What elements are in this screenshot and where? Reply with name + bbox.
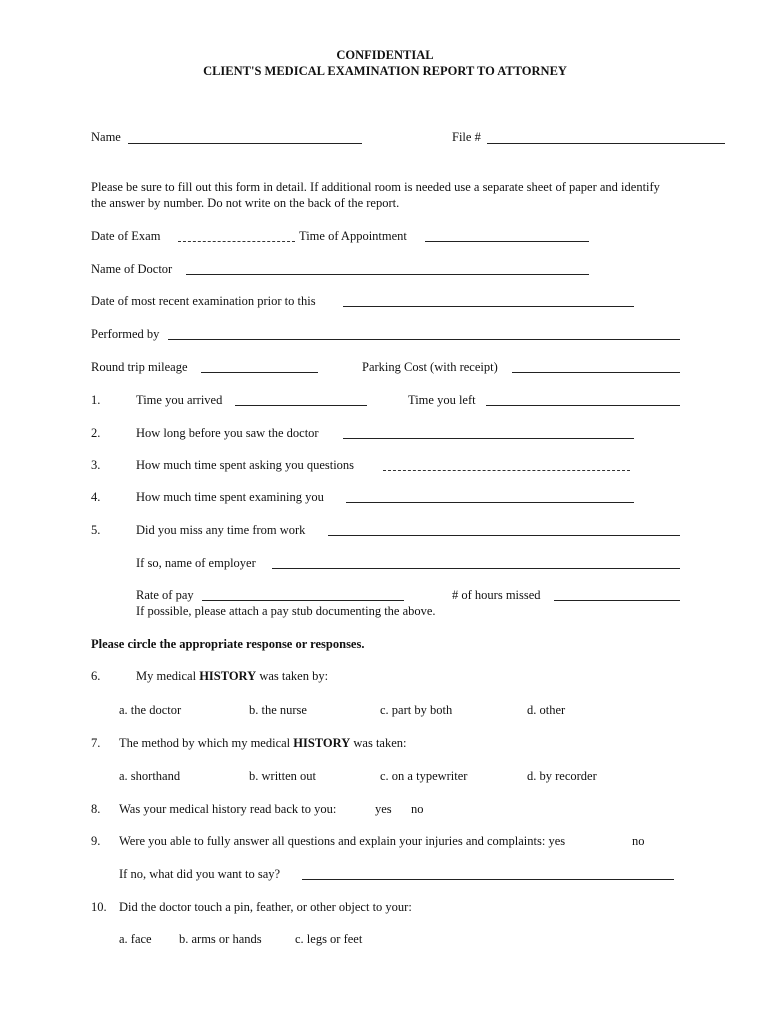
performed-by-label: Performed by (91, 327, 160, 341)
question-4-label: How much time spent examining you (136, 490, 324, 504)
q10-option-face[interactable]: a. face (119, 932, 152, 946)
question-9-number: 9. (91, 834, 101, 848)
instructions-line-1: Please be sure to fill out this form in detail. If additional room is needed use a separate sheet of paper and identify (91, 180, 660, 194)
question-10-label: Did the doctor touch a pin, feather, or other object to your: (119, 900, 412, 914)
question-10-number: 10. (91, 900, 107, 914)
date-of-exam-label: Date of Exam (91, 229, 161, 243)
q9-option-no[interactable]: no (632, 834, 645, 848)
hours-missed-label: # of hours missed (452, 588, 541, 602)
recent-exam-field[interactable] (343, 306, 634, 307)
file-label: File # (452, 130, 481, 144)
parking-cost-field[interactable] (512, 372, 680, 373)
doctor-name-field[interactable] (186, 274, 589, 275)
time-arrived-field[interactable] (235, 405, 367, 406)
question-7-text-post: was taken: (350, 736, 407, 750)
question-6-text-post: was taken by: (256, 669, 329, 683)
time-of-appointment-field[interactable] (425, 241, 589, 242)
parking-cost-label: Parking Cost (with receipt) (362, 360, 498, 374)
time-arrived-label: Time you arrived (136, 393, 223, 407)
question-4-field[interactable] (346, 502, 634, 503)
time-left-field[interactable] (486, 405, 680, 406)
question-6-text-pre: My medical (136, 669, 200, 683)
question-5-field[interactable] (328, 535, 680, 536)
question-7-text-pre: The method by which my medical (119, 736, 294, 750)
question-4-number: 4. (91, 490, 101, 504)
date-of-exam-field[interactable] (178, 241, 295, 242)
question-7-number: 7. (91, 736, 101, 750)
rate-of-pay-field[interactable] (202, 600, 404, 601)
question-8-label: Was your medical history read back to you: (119, 802, 337, 816)
mileage-label: Round trip mileage (91, 360, 188, 374)
rate-of-pay-label: Rate of pay (136, 588, 194, 602)
time-left-label: Time you left (408, 393, 476, 407)
recent-exam-label: Date of most recent examination prior to this (91, 294, 316, 308)
q7-option-typewriter[interactable]: c. on a typewriter (380, 769, 468, 783)
employer-label: If so, name of employer (136, 556, 256, 570)
question-1-number: 1. (91, 393, 101, 407)
question-2-number: 2. (91, 426, 101, 440)
question-7-label (119, 736, 407, 751)
question-6-label (136, 669, 328, 684)
q6-option-nurse[interactable]: b. the nurse (249, 703, 307, 717)
pay-stub-note: If possible, please attach a pay stub documenting the above. (136, 604, 436, 618)
file-number-field[interactable] (487, 143, 725, 144)
time-of-appointment-label: Time of Appointment (299, 229, 407, 243)
q6-option-both[interactable]: c. part by both (380, 703, 453, 717)
question-9-label: Were you able to fully answer all questions and explain your injuries and complaints: yes (119, 834, 566, 848)
question-5-label: Did you miss any time from work (136, 523, 306, 537)
question-9-followup-field[interactable] (302, 879, 674, 880)
q7-option-shorthand[interactable]: a. shorthand (119, 769, 181, 783)
form-title: CLIENT'S MEDICAL EXAMINATION REPORT TO ATTORNEY (203, 64, 567, 78)
question-6-number: 6. (91, 669, 101, 683)
hours-missed-field[interactable] (554, 600, 680, 601)
q6-option-other[interactable]: d. other (527, 703, 566, 717)
question-3-number: 3. (91, 458, 101, 472)
q10-option-arms-hands[interactable]: b. arms or hands (179, 932, 262, 946)
q8-option-yes[interactable]: yes (375, 802, 392, 816)
question-6-text-bold: HISTORY (199, 669, 257, 683)
question-9-followup-label: If no, what did you want to say? (119, 867, 281, 881)
doctor-name-label: Name of Doctor (91, 262, 173, 276)
form-title-confidential: CONFIDENTIAL (336, 48, 434, 62)
question-7-text-bold: HISTORY (293, 736, 351, 750)
name-label: Name (91, 130, 121, 144)
q7-option-written[interactable]: b. written out (249, 769, 317, 783)
q7-option-recorder[interactable]: d. by recorder (527, 769, 597, 783)
question-2-label: How long before you saw the doctor (136, 426, 319, 440)
question-5-number: 5. (91, 523, 101, 537)
performed-by-field[interactable] (168, 339, 680, 340)
q10-option-legs-feet[interactable]: c. legs or feet (295, 932, 363, 946)
question-2-field[interactable] (343, 438, 634, 439)
question-8-number: 8. (91, 802, 101, 816)
q6-option-doctor[interactable]: a. the doctor (119, 703, 182, 717)
instructions-line-2: the answer by number. Do not write on the back of the report. (91, 196, 400, 210)
mileage-field[interactable] (201, 372, 318, 373)
q8-option-no[interactable]: no (411, 802, 424, 816)
name-field[interactable] (128, 143, 362, 144)
question-3-field[interactable] (383, 470, 630, 471)
question-3-label: How much time spent asking you questions (136, 458, 355, 472)
circle-instruction: Please circle the appropriate response or responses. (91, 637, 365, 651)
employer-field[interactable] (272, 568, 680, 569)
